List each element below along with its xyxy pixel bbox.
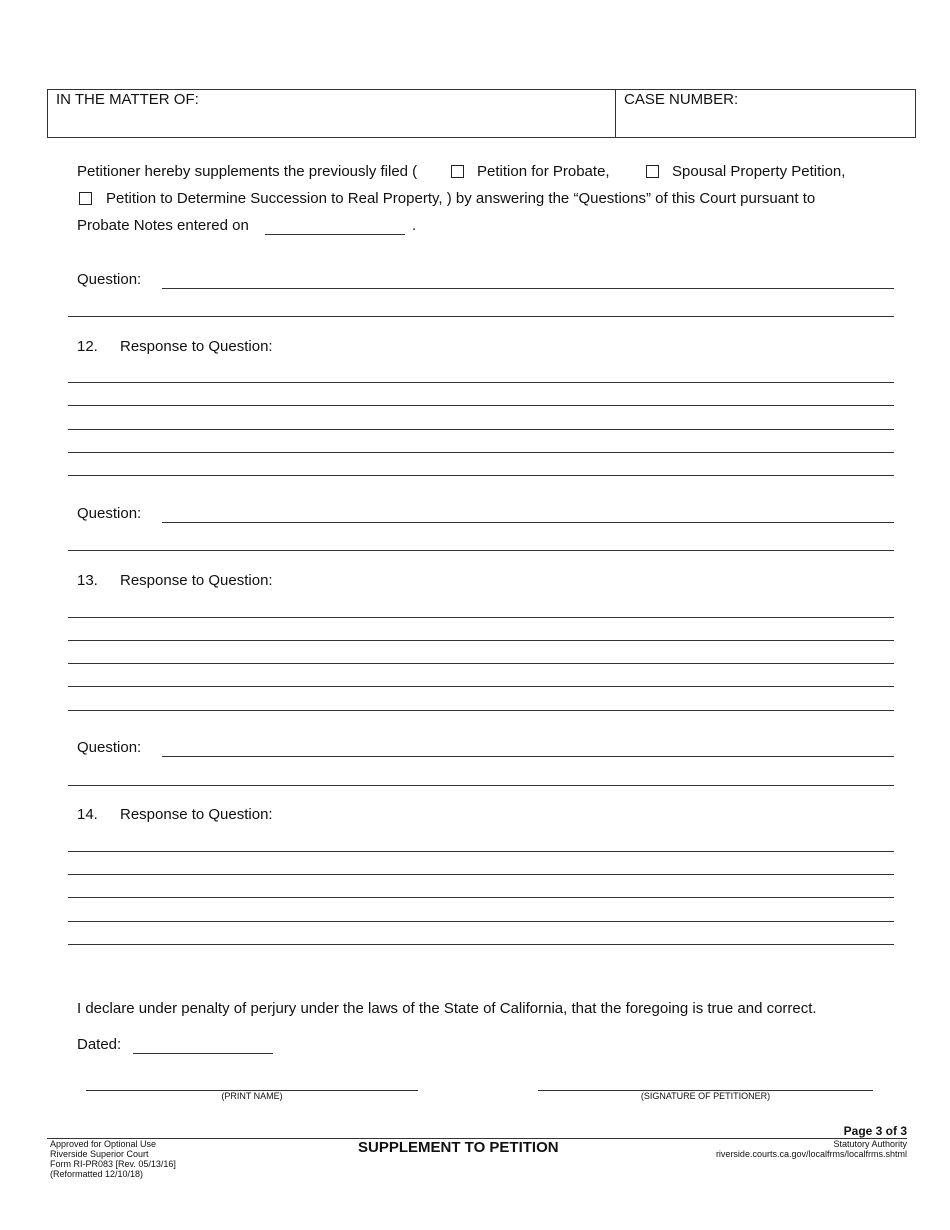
section-number: 12.	[77, 338, 98, 355]
question-line[interactable]	[68, 550, 894, 551]
spousal-checkbox[interactable]	[646, 165, 659, 178]
section-number: 14.	[77, 806, 98, 823]
response-line[interactable]	[68, 663, 894, 664]
response-label: Response to Question:	[120, 806, 273, 823]
question-label: Question:	[77, 271, 142, 288]
response-line[interactable]	[68, 475, 894, 476]
signature-label: (SIGNATURE OF PETITIONER)	[640, 1091, 771, 1101]
response-line[interactable]	[68, 686, 894, 687]
response-line[interactable]	[68, 921, 894, 922]
question-label: Question:	[77, 505, 142, 522]
dated-label: Dated:	[77, 1036, 122, 1053]
probate-option-label: Petition for Probate,	[477, 163, 610, 180]
probate-notes-period: .	[412, 217, 417, 234]
response-line[interactable]	[68, 429, 894, 430]
footer-left-line: (Reformatted 12/10/18)	[50, 1169, 144, 1179]
response-line[interactable]	[68, 382, 894, 383]
question-label: Question:	[77, 739, 142, 756]
spousal-option-label: Spousal Property Petition,	[672, 163, 846, 180]
response-line[interactable]	[68, 897, 894, 898]
succession-option-label: Petition to Determine Succession to Real Property, ) by answering the “Questions” of this Court pursuant to	[106, 190, 816, 207]
footer-left-line: Approved for Optional Use	[50, 1139, 157, 1149]
question-field[interactable]	[162, 756, 894, 757]
response-label: Response to Question:	[120, 572, 273, 589]
response-line[interactable]	[68, 851, 894, 852]
matter-label: IN THE MATTER OF:	[56, 91, 199, 108]
question-field[interactable]	[162, 288, 894, 289]
question-line[interactable]	[68, 785, 894, 786]
question-line[interactable]	[68, 316, 894, 317]
probate-notes-date-field[interactable]	[265, 234, 405, 235]
section-number: 13.	[77, 572, 98, 589]
footer-left-block	[50, 1139, 176, 1179]
case-number-label: CASE NUMBER:	[624, 91, 739, 108]
succession-checkbox[interactable]	[79, 192, 92, 205]
response-line[interactable]	[68, 617, 894, 618]
response-line[interactable]	[68, 640, 894, 641]
declaration-text: I declare under penalty of perjury under the laws of the State of California, that the foregoing is true and correct.	[77, 1000, 817, 1017]
form-title: SUPPLEMENT TO PETITION	[358, 1139, 559, 1156]
intro-line1-text: Petitioner hereby supplements the previously filed (	[77, 163, 418, 180]
footer-left-line: Form RI-PR083 [Rev. 05/13/16]	[50, 1159, 176, 1169]
footer-left-line: Riverside Superior Court	[50, 1149, 149, 1159]
response-line[interactable]	[68, 405, 894, 406]
dated-field[interactable]	[133, 1053, 273, 1054]
page-number: Page 3 of 3	[843, 1124, 907, 1138]
response-line[interactable]	[68, 452, 894, 453]
footer-right-block	[716, 1139, 907, 1159]
response-line[interactable]	[68, 710, 894, 711]
question-field[interactable]	[162, 522, 894, 523]
footer-right-line: riverside.courts.ca.gov/localfrms/localfrms.shtml	[715, 1149, 907, 1159]
response-line[interactable]	[68, 944, 894, 945]
probate-notes-label: Probate Notes entered on	[77, 217, 249, 234]
probate-checkbox[interactable]	[451, 165, 464, 178]
print-name-label: (PRINT NAME)	[221, 1091, 283, 1101]
caption-divider	[615, 90, 616, 137]
footer-right-line: Statutory Authority	[833, 1139, 907, 1149]
response-label: Response to Question:	[120, 338, 273, 355]
caption-box	[47, 89, 916, 138]
response-line[interactable]	[68, 874, 894, 875]
